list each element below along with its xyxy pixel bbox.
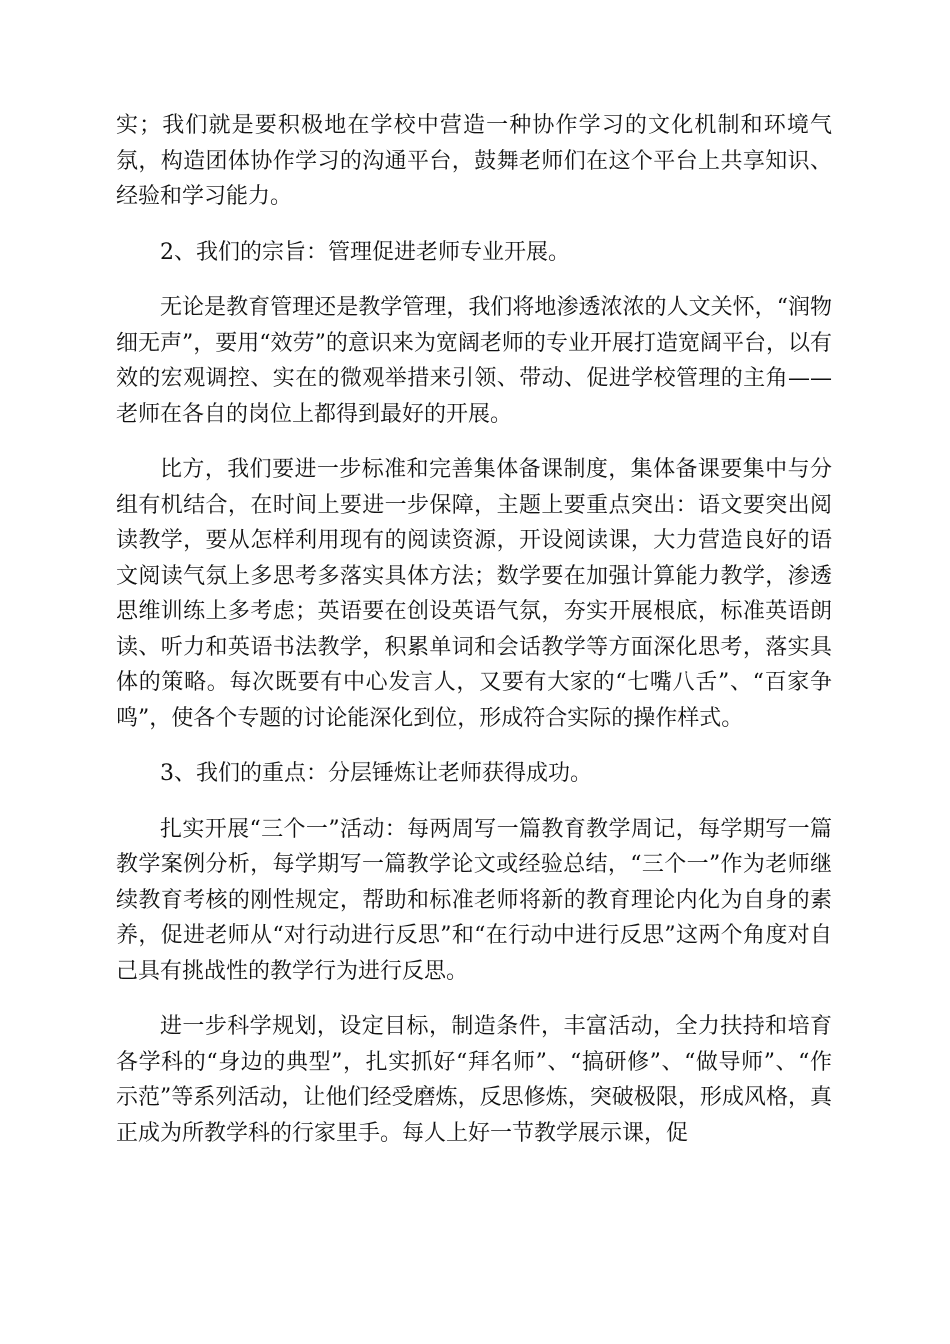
section-heading-purpose: 2、我们的宗旨：管理促进老师专业开展。 — [160, 239, 570, 265]
paragraph-lesson-prep: 比方，我们要进一步标准和完善集体备课制度，集体备课要集中与分组有机结合，在时间上要进一步保障，主题上要重点突出：语文要突出阅读教学，要从怎样利用现有的阅读资源，开设阅读课，大力营造良好的语文阅读气氛上多思考多落实具体方法；数学要在加强计算能力教学，渗透思维训练上多考虑；英语要在创设英语气氛，夯实开展根底，标准英语朗读、听力和英语书法教学，积累单词和会话教学等方面深化思考，落实具体的策略。每次既要有中心发言人，又要有大家的“七嘴八舌”、“百家争鸣”，使各个专题的讨论能深化到位，形成符合实际的操作样式。 — [116, 457, 832, 731]
paragraph-management: 无论是教育管理还是教学管理，我们将地渗透浓浓的人文关怀，“润物细无声”，要用“效劳”的意识来为宽阔老师的专业开展打造宽阔平台，以有效的宏观调控、实在的微观举措来引领、带动、促进学校管理的主角——老师在各自的岗位上都得到最好的开展。 — [116, 295, 832, 427]
section-heading-focus: 3、我们的重点：分层锤炼让老师获得成功。 — [160, 761, 592, 786]
paragraph-three-ones: 扎实开展“三个一”活动：每两周写一篇教育教学周记，每学期写一篇教学案例分析，每学期写一篇教学论文或经验总结，“三个一”作为老师继续教育考核的刚性规定，帮助和标准老师将新的教育理论内化为自身的素养，促进老师从“对行动进行反思”和“在行动中进行反思”这两个角度对自己具有挑战性的教学行为进行反思。 — [116, 816, 832, 984]
paragraph-planning: 进一步科学规划，设定目标，制造条件，丰富活动，全力扶持和培育各学科的“身边的典型”，扎实抓好“拜名师”、“搞研修”、“做导师”、“作示范”等系列活动，让他们经受磨炼，反思修炼，突破极限，形成风格，真正成为所教学科的行家里手。每人上好一节教学展示课，促 — [116, 1014, 832, 1146]
paragraph-continuation: 实；我们就是要积极地在学校中营造一种协作学习的文化机制和环境气氛，构造团体协作学习的沟通平台，鼓舞老师们在这个平台上共享知识、经验和学习能力。 — [116, 113, 832, 209]
document-page — [116, 108, 832, 1171]
